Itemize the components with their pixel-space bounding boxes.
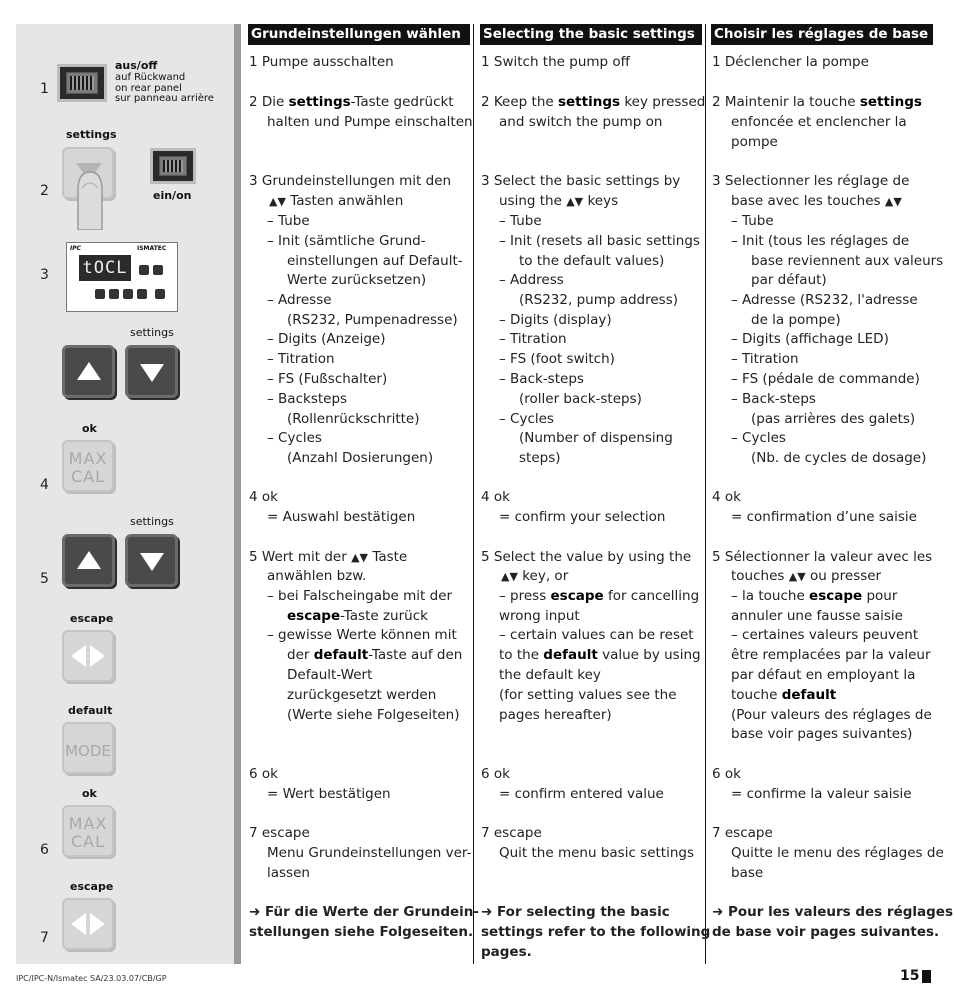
text-line: to the default value by using — [499, 647, 701, 663]
text-line: (Rollenrückschritte) — [287, 411, 420, 427]
column-french — [711, 24, 933, 45]
text-line: (roller back-steps) — [519, 391, 642, 407]
page-marker — [922, 970, 931, 983]
text-line: pages. — [481, 944, 532, 960]
panel-key-icon — [109, 289, 119, 299]
text-line: zurückgesetzt werden — [287, 687, 437, 703]
label-aus-off: aus/off — [115, 59, 158, 72]
text-line: einstellungen auf Default- — [287, 253, 463, 269]
text-line: 1 Pumpe ausschalten — [249, 54, 394, 70]
label-rear-fr: sur panneau arrière — [115, 93, 214, 104]
text-line: – Init (sämtliche Grund- — [267, 233, 426, 249]
text-line: 3 Grundeinstellungen mit den — [249, 173, 452, 189]
text-line: – gewisse Werte können mit — [267, 627, 457, 643]
text-line: and switch the pump on — [499, 114, 663, 130]
finger-icon — [70, 168, 110, 230]
down-arrow-key-icon — [125, 534, 178, 587]
label-settings: settings — [130, 515, 174, 528]
text-line: settings refer to the following — [481, 924, 711, 940]
text-line: wrong input — [499, 608, 580, 624]
text-line: – bei Falscheingabe mit der — [267, 588, 453, 604]
text-line: pompe — [731, 134, 778, 150]
label-ein-on: ein/on — [153, 189, 192, 202]
heading-french: Choisir les réglages de base — [711, 24, 933, 45]
text-line: 6 ok — [249, 766, 278, 782]
text-line: annuler une fausse saisie — [731, 608, 903, 624]
step-number-3: 3 — [40, 267, 49, 283]
label-default: default — [68, 704, 113, 717]
arrow-keys-icon: ▲▼ — [884, 195, 902, 208]
text-line: 2 Die settings-Taste gedrückt — [249, 94, 454, 110]
text-line: 4 ok — [249, 489, 278, 505]
up-arrow-key-icon — [62, 534, 115, 587]
text-line: = confirm entered value — [499, 786, 664, 802]
panel-key-icon — [95, 289, 105, 299]
label-settings: settings — [130, 326, 174, 339]
panel-display: tOCL — [79, 255, 131, 281]
text-line: = Auswahl bestätigen — [267, 509, 416, 525]
text-line: Menu Grundeinstellungen ver- — [267, 845, 472, 861]
text-line: enfoncée et enclencher la — [731, 114, 907, 130]
text-line: (Number of dispensing — [519, 430, 673, 446]
text-line: = confirmation d’une saisie — [731, 509, 917, 525]
max-cal-key-icon: MAX CAL — [62, 440, 114, 492]
text-line: ▲▼ key, or — [501, 567, 568, 587]
power-switch-on-icon — [150, 148, 196, 184]
text-line: – Tube — [731, 213, 774, 229]
sidebar-divider — [234, 24, 241, 964]
text-line: de base voir pages suivantes. — [712, 924, 940, 940]
text-line: to the default values) — [519, 253, 665, 269]
text-line: ▲▼ Tasten anwählen — [269, 192, 403, 212]
pump-control-panel — [66, 242, 178, 312]
text-line: 5 Select the value by using the — [481, 549, 692, 565]
power-switch-icon — [57, 64, 107, 102]
text-line: – Cycles — [499, 411, 554, 427]
text-line: 2 Keep the settings key pressed — [481, 94, 706, 110]
text-line: Quitte le menu des réglages de — [731, 845, 944, 861]
text-line: using the ▲▼ keys — [499, 192, 618, 212]
step-number-7: 7 — [40, 930, 49, 946]
escape-key-icon — [62, 630, 114, 682]
text-line: 4 ok — [712, 489, 741, 505]
panel-standby-key-icon — [155, 289, 165, 299]
text-line: – Backsteps — [267, 391, 348, 407]
text-line: 3 Select the basic settings by — [481, 173, 681, 189]
text-line: – FS (foot switch) — [499, 351, 615, 367]
mode-key-icon: MODE — [62, 722, 114, 774]
text-line: – Adresse (RS232, l'adresse — [731, 292, 918, 308]
text-line: – Digits (Anzeige) — [267, 331, 386, 347]
column-divider — [705, 24, 706, 964]
text-line: Default-Wert — [287, 667, 373, 683]
text-line: der default-Taste auf den — [287, 647, 463, 663]
heading-english: Selecting the basic settings — [480, 24, 702, 45]
label-ok: ok — [82, 787, 97, 800]
text-line: – certaines valeurs peuvent — [731, 627, 919, 643]
max-cal-key-icon: MAX CAL — [62, 805, 114, 857]
text-line: être remplacées par la valeur — [731, 647, 931, 663]
text-line: 7 escape — [712, 825, 773, 841]
text-line: (Anzahl Dosierungen) — [287, 450, 434, 466]
label-rear-en: on rear panel — [115, 83, 182, 94]
down-arrow-key-icon — [125, 345, 178, 398]
text-line: 5 Wert mit der ▲▼ Taste — [249, 548, 407, 568]
step-number-4: 4 — [40, 477, 49, 493]
text-line: (Werte siehe Folgeseiten) — [287, 707, 460, 723]
text-line: ➜ Pour les valeurs des réglages — [712, 904, 953, 920]
up-arrow-key-icon — [62, 345, 115, 398]
panel-model: IPC — [70, 245, 82, 252]
text-line: Quit the menu basic settings — [499, 845, 694, 861]
text-line: (pas arrières des galets) — [751, 411, 916, 427]
text-line: – Back-steps — [731, 391, 816, 407]
heading-german: Grundeinstellungen wählen — [248, 24, 470, 45]
text-line: – FS (Fußschalter) — [267, 371, 388, 387]
text-line: ➜ Für die Werte der Grundein- — [249, 904, 480, 920]
panel-key-icon — [123, 289, 133, 299]
text-line: (Pour valeurs des réglages de — [731, 707, 932, 723]
text-line: – Init (tous les réglages de — [731, 233, 910, 249]
text-line: lassen — [267, 865, 310, 881]
escape-key-icon — [62, 898, 114, 950]
text-line: Werte zurücksetzen) — [287, 272, 427, 288]
text-line: 6 ok — [481, 766, 510, 782]
arrow-keys-icon: ▲▼ — [351, 551, 369, 564]
text-line: – FS (pédale de commande) — [731, 371, 920, 387]
text-line: – Cycles — [731, 430, 786, 446]
text-line: de la pompe) — [751, 312, 841, 328]
text-line: 1 Switch the pump off — [481, 54, 630, 70]
label-rear-de: auf Rückwand — [115, 72, 186, 83]
sidebar-illustrations — [16, 24, 236, 964]
text-line: – Tube — [499, 213, 542, 229]
text-line: stellungen siehe Folgeseiten. — [249, 924, 474, 940]
text-line: = Wert bestätigen — [267, 786, 391, 802]
text-line: 7 escape — [249, 825, 310, 841]
text-line: (Nb. de cycles de dosage) — [751, 450, 927, 466]
text-line: – certain values can be reset — [499, 627, 694, 643]
text-line: – Titration — [731, 351, 799, 367]
label-escape: escape — [70, 880, 114, 893]
arrow-keys-icon: ▲▼ — [566, 195, 584, 208]
text-line: (RS232, pump address) — [519, 292, 679, 308]
panel-down-key-icon — [153, 265, 163, 275]
label-escape: escape — [70, 612, 114, 625]
text-line: touches ▲▼ ou presser — [731, 567, 881, 587]
text-line: – Adresse — [267, 292, 332, 308]
text-line: – la touche escape pour — [731, 588, 898, 604]
text-line: – Init (resets all basic settings — [499, 233, 700, 249]
text-line: – Digits (display) — [499, 312, 612, 328]
arrow-keys-icon: ▲▼ — [269, 195, 286, 208]
text-line: touche default — [731, 687, 837, 703]
text-line: anwählen bzw. — [267, 568, 367, 584]
text-line: 7 escape — [481, 825, 542, 841]
text-line: base avec les touches ▲▼ — [731, 192, 902, 212]
text-line: – Back-steps — [499, 371, 584, 387]
text-line: base reviennent aux valeurs — [751, 253, 944, 269]
panel-brand: ISMATEC — [137, 245, 167, 252]
text-line: base — [731, 865, 764, 881]
text-line: = confirme la valeur saisie — [731, 786, 912, 802]
step-number-6: 6 — [40, 842, 49, 858]
text-line: pages hereafter) — [499, 707, 612, 723]
text-line: the default key — [499, 667, 601, 683]
column-german — [248, 24, 470, 45]
text-line: – Titration — [499, 331, 567, 347]
text-line: (for setting values see the — [499, 687, 677, 703]
page-number: 15 — [900, 968, 920, 984]
text-line: – Address — [499, 272, 564, 288]
arrow-keys-icon: ▲▼ — [501, 570, 518, 583]
text-line: 1 Déclencher la pompe — [712, 54, 869, 70]
text-line: 6 ok — [712, 766, 741, 782]
arrow-keys-icon: ▲▼ — [788, 570, 806, 583]
text-line: halten und Pumpe einschalten — [267, 114, 473, 130]
panel-key-icon — [137, 289, 147, 299]
step-number-2: 2 — [40, 183, 49, 199]
step-number-5: 5 — [40, 571, 49, 587]
text-line: 3 Selectionner les réglage de — [712, 173, 910, 189]
text-line: – Cycles — [267, 430, 322, 446]
text-line: = confirm your selection — [499, 509, 666, 525]
panel-up-key-icon — [139, 265, 149, 275]
text-line: – Digits (affichage LED) — [731, 331, 889, 347]
label-ok: ok — [82, 422, 97, 435]
text-line: ➜ For selecting the basic — [481, 904, 670, 920]
text-line: 2 Maintenir la touche settings — [712, 94, 922, 110]
text-line: – press escape for cancelling — [499, 588, 700, 604]
text-line: par défaut) — [751, 272, 827, 288]
step-number-1: 1 — [40, 81, 49, 97]
text-line: steps) — [519, 450, 561, 466]
column-english — [480, 24, 702, 45]
footer-document-code: IPC/IPC-N/Ismatec SA/23.03.07/CB/GP — [16, 974, 167, 983]
text-line: escape-Taste zurück — [287, 608, 428, 624]
text-line: base voir pages suivantes) — [731, 726, 913, 742]
text-line: – Tube — [267, 213, 310, 229]
text-line: 4 ok — [481, 489, 510, 505]
text-line: – Titration — [267, 351, 335, 367]
text-line: par défaut en employant la — [731, 667, 916, 683]
text-line: (RS232, Pumpenadresse) — [287, 312, 458, 328]
label-settings: settings — [66, 128, 117, 141]
text-line: 5 Sélectionner la valeur avec les — [712, 549, 933, 565]
column-divider — [473, 24, 474, 964]
